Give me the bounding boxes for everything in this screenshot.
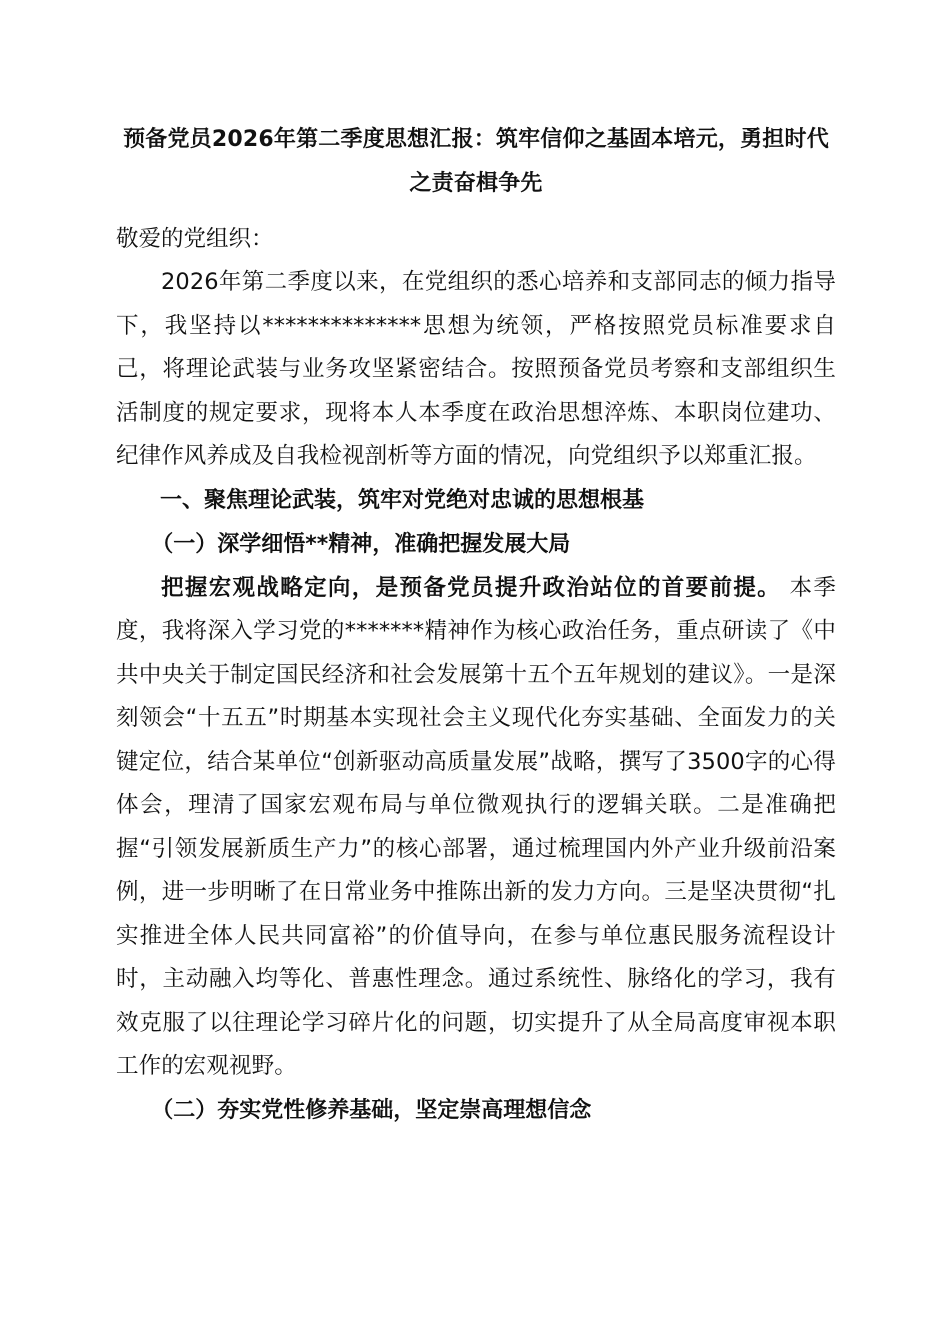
section-heading-1: 一、聚焦理论武装，筑牢对党绝对忠诚的思想根基 xyxy=(160,487,645,513)
document-page xyxy=(116,118,836,1133)
subsection-1-lead: 把握宏观战略定向，是预备党员提升政治站位的首要前提。 xyxy=(161,574,782,601)
subsection-1-paragraph xyxy=(116,567,836,1089)
salutation: 敬爱的党组织： xyxy=(116,226,274,252)
subsection-1-gap xyxy=(781,575,790,601)
subsection-heading-2: （二）夯实党性修养基础，坚定崇高理想信念 xyxy=(151,1097,592,1123)
subsection-1-body: 本季度，我将深入学习党的*******精神作为核心政治任务，重点研读了《中共中央关于制定国民经济和社会发展第十五个五年规划的建议》。一是深刻领会“十五五”时期基本实现社会主义现代化夯实基础、全面发力的关键定位，结合某单位“创新驱动高质量发展”战略，撰写了3500字的心得体会，理清了国家宏观布局与单位微观执行的逻辑关联。二是准确把握“引领发展新质生产力”的核心部署，通过梳理国内外产业升级前沿案例，进一步明晰了在日常业务中推陈出新的发力方向。三是坚决贯彻“扎实推进全体人民共同富裕”的价值导向，在参与单位惠民服务流程设计时，主动融入均等化、普惠性理念。通过系统性、脉络化的学习，我有效克服了以往理论学习碎片化的问题，切实提升了从全局高度审视本职工作的宏观视野。 xyxy=(116,574,836,1079)
document-title: 预备党员2026年第二季度思想汇报：筑牢信仰之基固本培元，勇担时代之责奋楫争先 xyxy=(123,127,829,196)
intro-paragraph: 2026年第二季度以来，在党组织的悉心培养和支部同志的倾力指导下，我坚持以**************思想为统领，严格按照党员标准要求自己，将理论武装与业务攻坚紧密结合。按照预备党员考察和支部组织生活制度的规定要求，现将本人本季度在政治思想淬炼、本职岗位建功、纪律作风养成及自我检视剖析等方面的情况，向党组织予以郑重汇报。 xyxy=(116,269,836,469)
subsection-heading-1: （一）深学细悟**精神，准确把握发展大局 xyxy=(151,531,571,557)
